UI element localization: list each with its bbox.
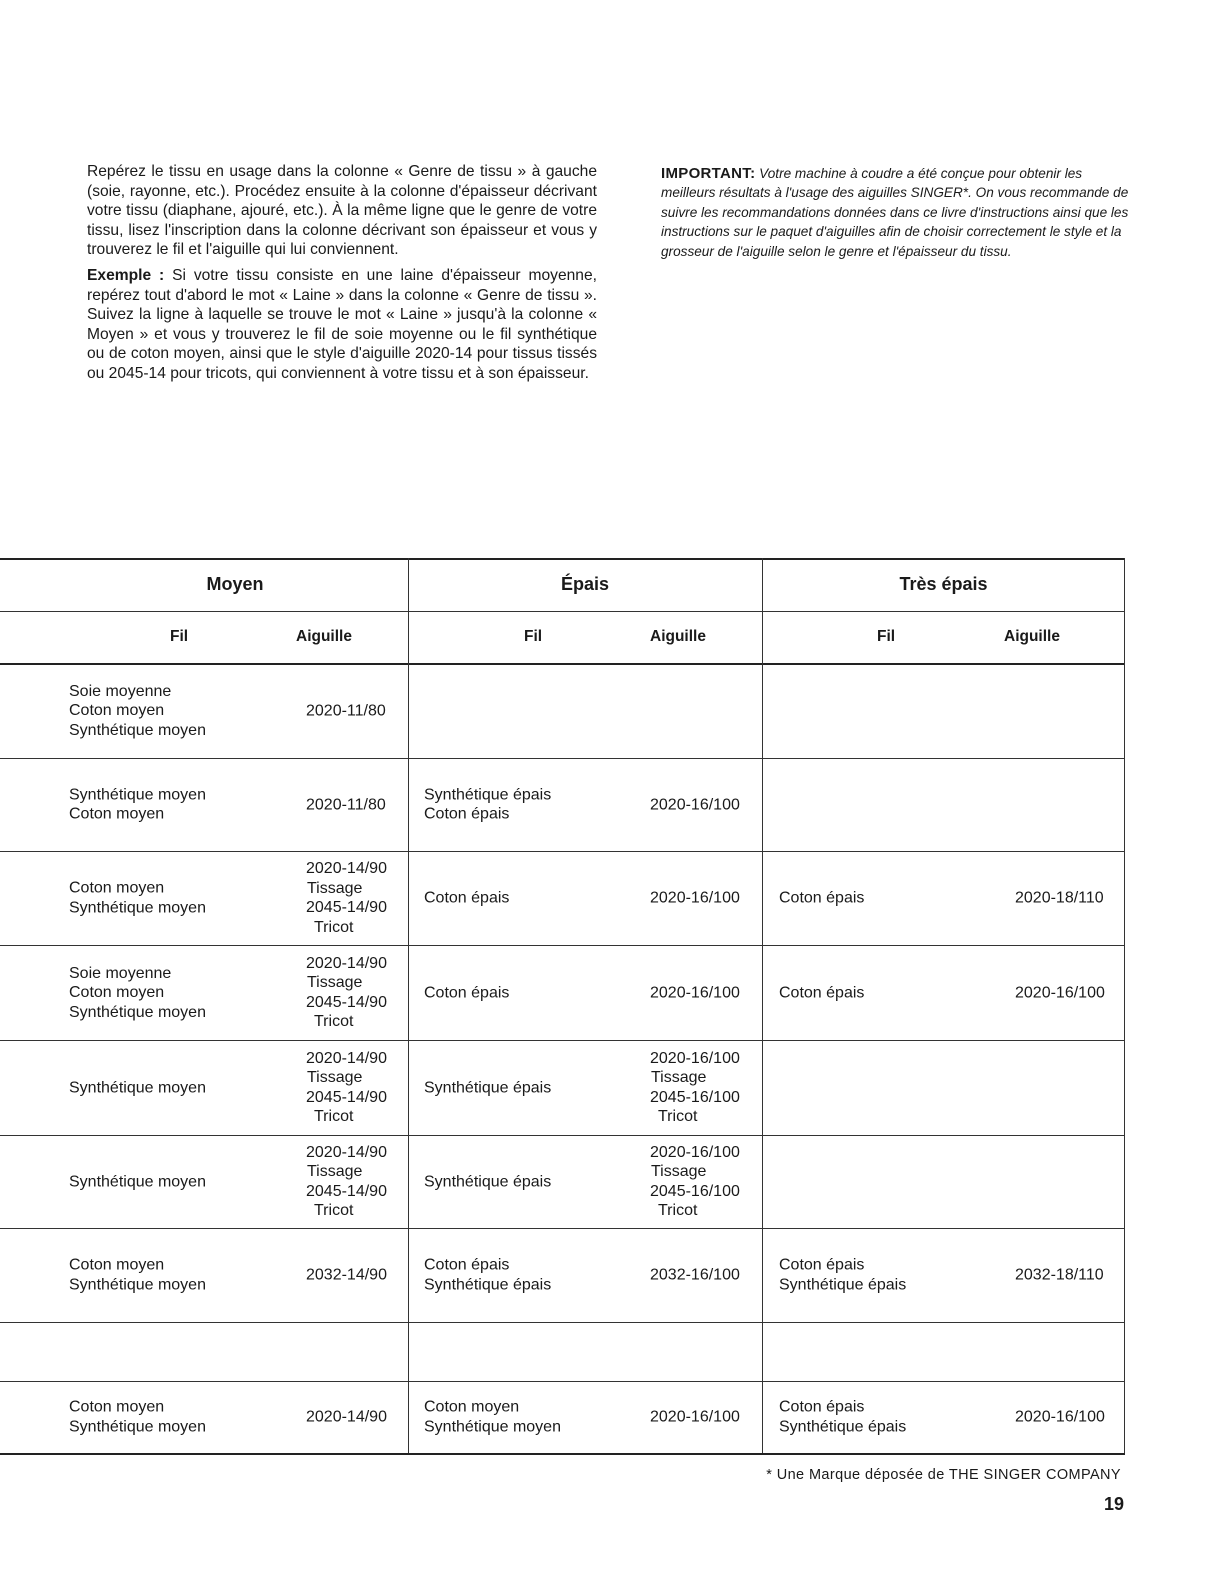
thread-list xyxy=(424,785,551,824)
needle-list xyxy=(306,1143,387,1221)
thread-list xyxy=(424,1398,561,1437)
needle-value: 2032-18/110 xyxy=(1015,1266,1104,1284)
needle-value: 2045-14/90 xyxy=(306,899,387,916)
needle-list xyxy=(650,1265,740,1285)
thread-value: Synthétique épais xyxy=(424,786,552,803)
needle-value: Tricot xyxy=(314,918,354,936)
needle-value: 2020-16/100 xyxy=(650,1143,740,1161)
table-cell-tres xyxy=(779,945,1125,1040)
table-cell-moyen xyxy=(69,1135,416,1228)
thread-list xyxy=(424,1078,551,1098)
needle-value: 2045-14/90 xyxy=(306,1088,387,1106)
thread-needle-table xyxy=(0,558,1125,1453)
table-cell-tres xyxy=(779,1322,1125,1381)
thread-value: Coton moyen xyxy=(69,701,165,719)
thread-value: Coton moyen xyxy=(69,1398,165,1416)
needle-list xyxy=(650,983,740,1003)
thread-value: Coton moyen xyxy=(69,879,165,897)
thread-list xyxy=(424,888,509,908)
needle-value: Tricot xyxy=(314,1202,354,1219)
needle-list xyxy=(650,1049,740,1127)
table-cell-moyen xyxy=(69,663,416,758)
table-cell-moyen xyxy=(69,1381,416,1453)
needle-value: Tricot xyxy=(658,1202,698,1219)
table-cell-moyen xyxy=(69,758,416,851)
table-cell-epais xyxy=(424,851,760,945)
needle-value: Tricot xyxy=(314,1013,354,1030)
thread-value: Coton moyen xyxy=(424,1398,520,1416)
thread-list xyxy=(69,963,206,1022)
thread-list xyxy=(69,879,206,918)
thread-list xyxy=(69,1078,206,1098)
col-header-fil: Fil xyxy=(170,628,189,645)
table-cell-tres xyxy=(779,758,1125,851)
thread-list xyxy=(69,681,206,740)
table-cell-epais xyxy=(424,1381,760,1453)
table-cell-tres xyxy=(779,1228,1125,1322)
table-cell-moyen xyxy=(69,1040,416,1135)
needle-list xyxy=(306,701,386,721)
thread-value: Soie moyenne xyxy=(69,964,172,982)
table-cell-tres xyxy=(779,663,1125,758)
thread-value: Synthétique moyen xyxy=(69,1172,206,1190)
thread-list xyxy=(779,1256,906,1295)
table-cell-epais xyxy=(424,1040,760,1135)
thread-value: Synthétique moyen xyxy=(69,1003,206,1021)
needle-value: Tricot xyxy=(314,1108,354,1125)
col-header-fil: Fil xyxy=(877,628,896,645)
thread-value: Coton moyen xyxy=(69,983,165,1001)
needle-list xyxy=(306,1407,387,1427)
thread-value: Coton épais xyxy=(424,983,510,1001)
group-header-tres-epais: Très épais xyxy=(899,574,988,594)
needle-value: Tissage xyxy=(307,974,363,991)
thread-value: Synthétique épais xyxy=(424,1172,552,1190)
table-cell-tres xyxy=(779,851,1125,945)
thread-value: Synthétique moyen xyxy=(69,786,206,803)
needle-value: Tissage xyxy=(307,879,363,897)
col-header-fil: Fil xyxy=(524,628,543,645)
needle-value: Tissage xyxy=(307,1163,363,1180)
needle-list xyxy=(650,1143,740,1221)
thread-list xyxy=(69,1398,206,1437)
thread-value: Coton moyen xyxy=(69,805,165,823)
needle-list xyxy=(306,795,386,815)
thread-value: Synthétique épais xyxy=(424,1078,552,1096)
thread-value: Synthétique épais xyxy=(779,1276,907,1293)
intro-paragraph: Repérez le tissu en usage dans la colonne « Genre de tissu » à gauche (soie, rayonne, etc.). Procédez ensuite à la colonne d'épaisseur décrivant votre tissu (diaphane, ajouré, etc.). À la même ligne que le genre de votre tissu, lisez l'inscription dans la colonne décrivant son épaisseur et vous y trouverez le fil et l'aiguille qui lui conviennent. xyxy=(87,163,597,259)
table-cell-tres xyxy=(779,1381,1125,1453)
thread-value: Coton épais xyxy=(779,1398,865,1416)
important-note xyxy=(661,164,1135,261)
needle-list xyxy=(306,1265,387,1285)
table-cell-epais xyxy=(424,758,760,851)
needle-value: Tissage xyxy=(651,1069,707,1086)
needle-value: 2020-16/100 xyxy=(650,889,740,907)
thread-list xyxy=(69,1172,206,1192)
thread-value: Coton épais xyxy=(779,889,865,907)
needle-list xyxy=(306,954,387,1032)
thread-list xyxy=(69,785,206,824)
needle-list xyxy=(306,1049,387,1127)
needle-list xyxy=(650,1407,740,1427)
table-cell-epais xyxy=(424,1135,760,1228)
needle-value: 2045-14/90 xyxy=(306,1182,387,1200)
important-text: Votre machine à coudre a été conçue pour obtenir les meilleurs résultats à l'usage des aiguilles SINGER*. On vous recommande de suivre les recommandations données dans ce livre d'instructions ainsi que les instructions sur le paquet d'aiguilles afin de choisir correctement le style et la grosseur de l'aiguille selon le genre et l'épaisseur du tissu. xyxy=(661,166,1129,259)
thread-value: Synthétique moyen xyxy=(69,1276,206,1293)
thread-value: Coton moyen xyxy=(69,1256,165,1274)
thread-value: Coton épais xyxy=(779,983,865,1001)
needle-value: 2020-16/100 xyxy=(1015,983,1105,1001)
needle-value: Tricot xyxy=(658,1108,698,1125)
needle-value: 2020-11/80 xyxy=(306,701,386,719)
needle-value: 2020-16/100 xyxy=(650,795,740,813)
thread-value: Coton épais xyxy=(424,1256,510,1274)
needle-value: 2020-14/90 xyxy=(306,954,387,972)
thread-list xyxy=(424,1256,551,1295)
table-rule xyxy=(0,611,1125,612)
thread-list xyxy=(424,983,509,1003)
needle-value: 2032-16/100 xyxy=(650,1266,740,1284)
needle-value: 2045-14/90 xyxy=(306,993,387,1011)
needle-list xyxy=(1015,1265,1104,1285)
needle-value: 2020-14/90 xyxy=(306,1143,387,1161)
needle-value: 2020-16/100 xyxy=(650,1408,740,1426)
thread-value: Synthétique moyen xyxy=(69,899,206,916)
needle-value: 2020-11/80 xyxy=(306,795,386,813)
table-rule xyxy=(0,1453,1125,1455)
needle-list xyxy=(650,888,740,908)
needle-value: 2020-16/100 xyxy=(1015,1408,1105,1426)
thread-list xyxy=(779,888,864,908)
thread-value: Synthétique moyen xyxy=(424,1418,561,1435)
needle-value: 2045-16/100 xyxy=(650,1088,740,1106)
thread-value: Coton épais xyxy=(779,1256,865,1274)
thread-value: Synthétique épais xyxy=(779,1418,907,1435)
col-header-aiguille: Aiguille xyxy=(296,628,352,645)
thread-list xyxy=(424,1172,551,1192)
footnote: * Une Marque déposée de THE SINGER COMPANY xyxy=(766,1467,1121,1483)
thread-value: Synthétique moyen xyxy=(69,721,206,739)
needle-value: 2020-14/90 xyxy=(306,1408,387,1426)
group-header-epais: Épais xyxy=(560,574,610,594)
needle-value: 2020-16/100 xyxy=(650,1049,740,1067)
example-text: Si votre tissu consiste en une laine d'épaisseur moyenne, repérez tout d'abord le mot « Laine » dans la colonne « Genre de tissu ». Suivez la ligne à laquelle se trouve le mot « Laine » jusqu'à la colonne « Moyen » et vous y trouverez le fil de soie moyenne ou le fil synthétique ou de coton moyen, ainsi que le style d'aiguille 2020-14 pour tissus tissés ou 2045-14 pour tricots, qui conviennent à votre tissu et à son épaisseur. xyxy=(87,266,597,382)
needle-value: 2020-16/100 xyxy=(650,983,740,1001)
thread-value: Coton épais xyxy=(424,805,510,823)
table-cell-moyen xyxy=(69,1322,416,1381)
needle-value: Tissage xyxy=(651,1163,707,1180)
needle-list xyxy=(1015,888,1104,908)
table-rule xyxy=(0,558,1125,560)
table-cell-epais xyxy=(424,1228,760,1322)
thread-value: Coton épais xyxy=(424,889,510,907)
needle-value: 2020-18/110 xyxy=(1015,889,1104,907)
table-cell-tres xyxy=(779,1135,1125,1228)
needle-value: 2045-16/100 xyxy=(650,1182,740,1200)
needle-list xyxy=(1015,1407,1105,1427)
table-cell-epais xyxy=(424,1322,760,1381)
thread-value: Soie moyenne xyxy=(69,682,172,700)
table-cell-moyen xyxy=(69,945,416,1040)
needle-value: 2020-14/90 xyxy=(306,860,387,877)
thread-value: Synthétique épais xyxy=(424,1276,552,1293)
table-cell-moyen xyxy=(69,851,416,945)
important-label: IMPORTANT: xyxy=(661,165,756,182)
thread-list xyxy=(779,983,864,1003)
needle-value: 2020-14/90 xyxy=(306,1049,387,1067)
example-label: Exemple : xyxy=(87,266,165,284)
needle-list xyxy=(1015,983,1105,1003)
needle-value: 2032-14/90 xyxy=(306,1266,387,1284)
table-cell-epais xyxy=(424,945,760,1040)
thread-value: Synthétique moyen xyxy=(69,1078,206,1096)
example-paragraph xyxy=(87,266,597,384)
thread-list xyxy=(779,1398,906,1437)
thread-value: Synthétique moyen xyxy=(69,1418,206,1435)
thread-list xyxy=(69,1256,206,1295)
page-number: 19 xyxy=(1103,1494,1124,1514)
needle-list xyxy=(306,859,387,937)
col-header-aiguille: Aiguille xyxy=(650,628,706,645)
needle-list xyxy=(650,795,740,815)
needle-value: Tissage xyxy=(307,1069,363,1086)
intro-column xyxy=(87,162,597,390)
table-column-rule xyxy=(762,558,763,1453)
table-cell-tres xyxy=(779,1040,1125,1135)
col-header-aiguille: Aiguille xyxy=(1004,628,1060,645)
table-cell-moyen xyxy=(69,1228,416,1322)
table-cell-epais xyxy=(424,663,760,758)
group-header-moyen: Moyen xyxy=(206,574,264,594)
